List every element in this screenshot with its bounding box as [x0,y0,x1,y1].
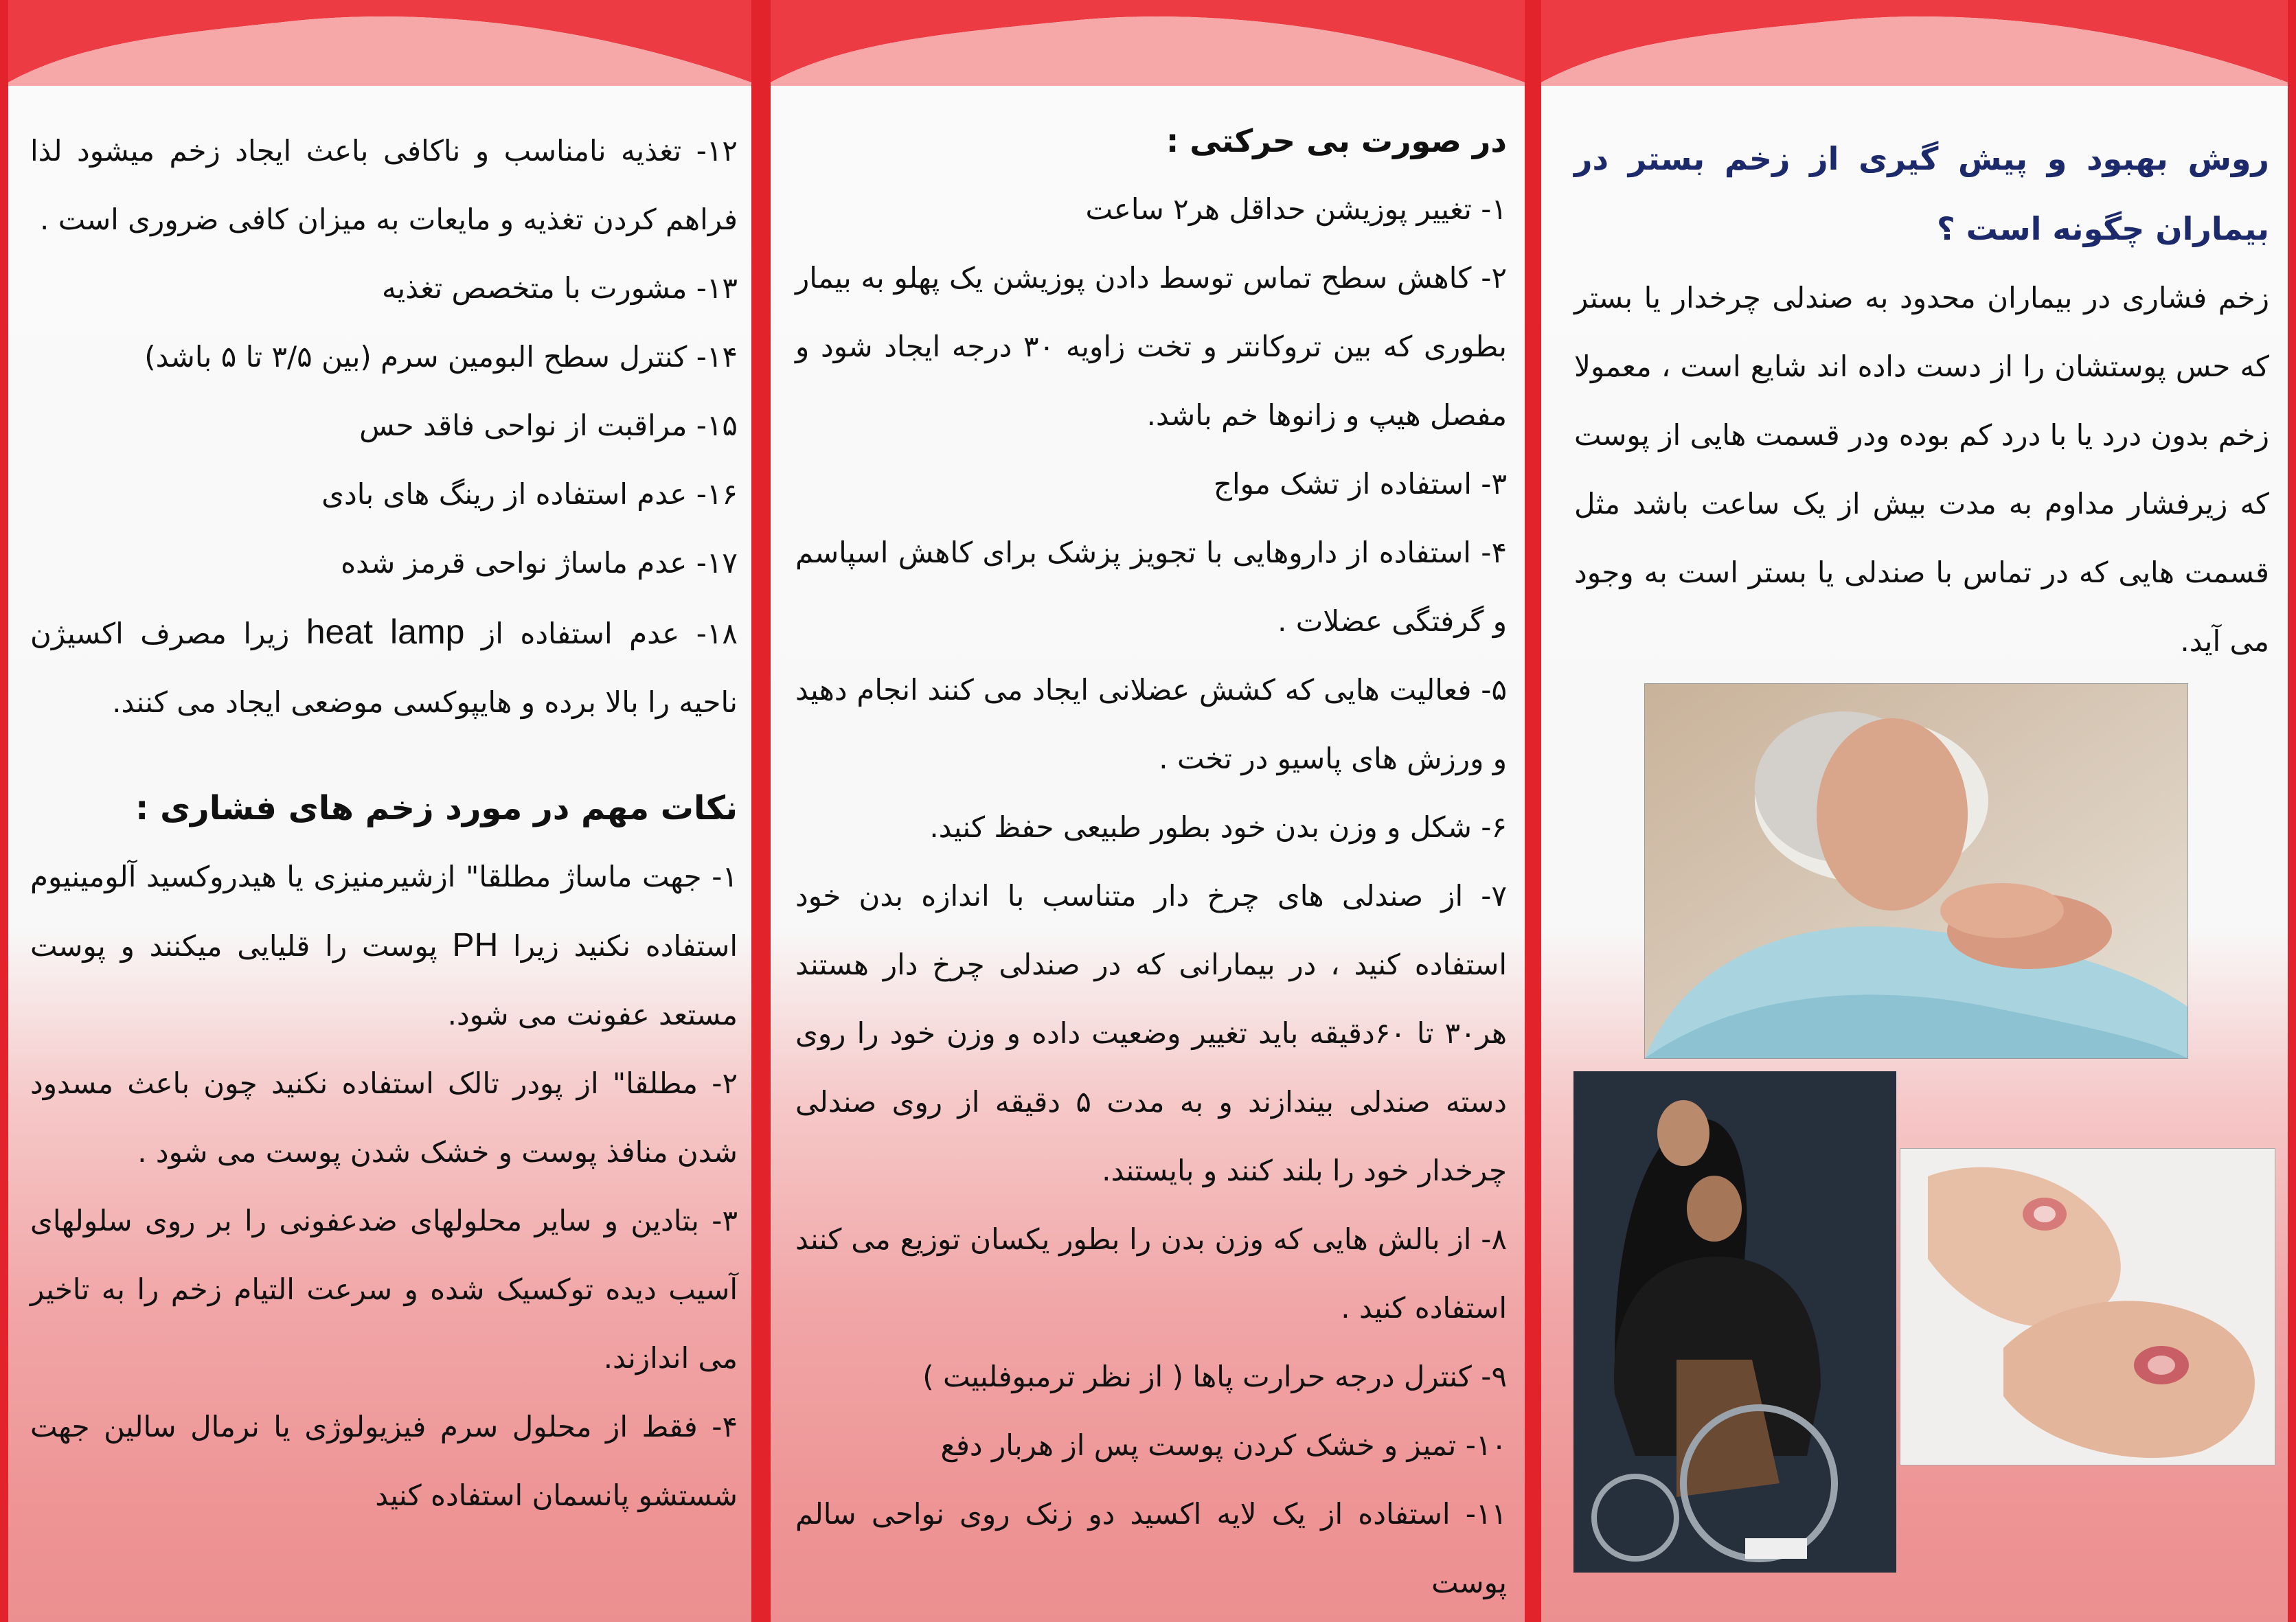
list-item: ۷- از صندلی های چرخ دار متناسب با اندازه بدن خود استفاده کنید ، در بیمارانی که در صندلی چرخ دار هستند هر۳۰ تا ۶۰دقیقه باید تغییر وضعیت داده و وزن خود را روی دسته صندلی بیندازند و به مدت ۵ دقیقه از روی صندلی چرخدار خود را بلند کنند و بایستند. [795,879,1508,1187]
right-column-text [1574,124,2269,676]
section-heading: نکات مهم در مورد زخم های فشاری : [135,789,738,827]
middle-column-text [795,106,1507,1617]
panel-header-wave [771,0,1525,86]
list-item [30,597,738,737]
item-text: زیرا مصرف اکسیژن ناحیه را بالا برده و هایپوکسی موضعی ایجاد می کنند. [30,617,738,719]
list-item: ۹- کنترل درجه حرارت پاها ( از نظر ترمبوفلبیت ) [922,1360,1507,1393]
list-item: ۱۷- عدم ماساژ نواحی قرمز شده [341,546,738,580]
list-item: ۱۳- مشورت با متخصص تغذیه [381,271,738,305]
list-item: ۸- از بالش هایی که وزن بدن را بطور یکسان توزیع می کنند استفاده کنید . [795,1222,1507,1325]
item-text: پوست را قلیایی میکنند و پوست مستعد عفونت می شود. [30,929,738,1031]
intro-paragraph: زخم فشاری در بیماران محدود به صندلی چرخدار یا بستر که حس پوستشان را از دست داده اند شایع است ، معمولا زخم بدون درد یا با درد کم بوده ودر قسمت هایی از پوست که زیرفشار مداوم به مدت بیش از یک ساعت باشد مثل قسمت هایی که در تماس با صندلی یا بستر است به وجود می آید. [1574,281,2269,658]
list-item: ۱۰- تمیز و خشک کردن پوست پس از هربار دفع [940,1428,1507,1462]
list-item: ۱۲- تغذیه نامناسب و ناکافی باعث ایجاد زخم میشود لذا فراهم کردن تغذیه و مایعات به میزان کافی ضروری است . [30,134,738,236]
page-title: روش بهبود و پیش گیری از زخم بستر در بیماران چگونه است ؟ [1574,140,2269,247]
panel-right [1541,0,2288,1622]
list-item: ۳- استفاده از تشک مواج [1213,467,1507,501]
item-text: ۱- جهت ماساژ مطلقا" ازشیرمنیزی یا هیدروکسید آلومینیوم استفاده نکنید زیرا [30,860,738,963]
list-item: ۴- فقط از محلول سرم فیزیولوژی یا نرمال سالین جهت شستشو پانسمان استفاده کنید [30,1410,738,1512]
panel-left [8,0,751,1622]
panel-middle [771,0,1525,1622]
list-item: ۶- شکل و وزن بدن خود بطور طبیعی حفظ کنید. [929,810,1507,844]
list-item: ۱- تغییر پوزیشن حداقل هر۲ ساعت [1085,192,1507,226]
heel-ulcer-photo [1900,1148,2275,1465]
patient-in-bed-photo [1644,683,2188,1059]
list-item: ۱۵- مراقبت از نواحی فاقد حس [359,409,738,442]
english-term: heat lamp [306,613,465,651]
left-column-text [30,117,738,1530]
list-item: ۱۴- کنترل سطح البومین سرم (بین ۳/۵ تا ۵ باشد) [144,340,738,374]
list-item: ۴- استفاده از داروهایی با تجویز پزشک برای کاهش اسپاسم و گرفتگی عضلات . [795,536,1507,638]
list-item: ۵- فعالیت هایی که کشش عضلانی ایجاد می کنند انجام دهید و ورزش های پاسیو در تخت . [795,673,1507,775]
wheelchair-photo [1573,1071,1896,1573]
list-item: ۲- مطلقا" از پودر تالک استفاده نکنید چون باعث مسدود شدن منافذ پوست و خشک شدن پوست می شود . [30,1066,738,1169]
panel-header-wave [1541,0,2288,86]
list-item: ۲- کاهش سطح تماس توسط دادن پوزیشن یک پهلو به بیمار بطوری که بین تروکانتر و تخت زاویه ۳۰ درجه ایجاد شود و مفصل هیپ و زانوها خم باشد. [795,261,1507,432]
list-item: ۱۱- استفاده از یک لایه اکسید دو زنک روی نواحی سالم پوست [795,1497,1507,1599]
list-item [30,843,738,1049]
english-term: PH [452,927,499,963]
section-heading: در صورت بی حرکتی : [1166,122,1507,159]
list-item: ۳- بتادین و سایر محلولهای ضدعفونی را بر روی سلولهای آسیب دیده توکسیک شده و سرعت التیام زخم را به تاخیر می اندازند. [30,1204,738,1375]
list-item: ۱۶- عدم استفاده از رینگ های بادی [321,477,738,511]
item-text: ۱۸- عدم استفاده از [481,617,738,650]
panel-header-wave [8,0,751,86]
